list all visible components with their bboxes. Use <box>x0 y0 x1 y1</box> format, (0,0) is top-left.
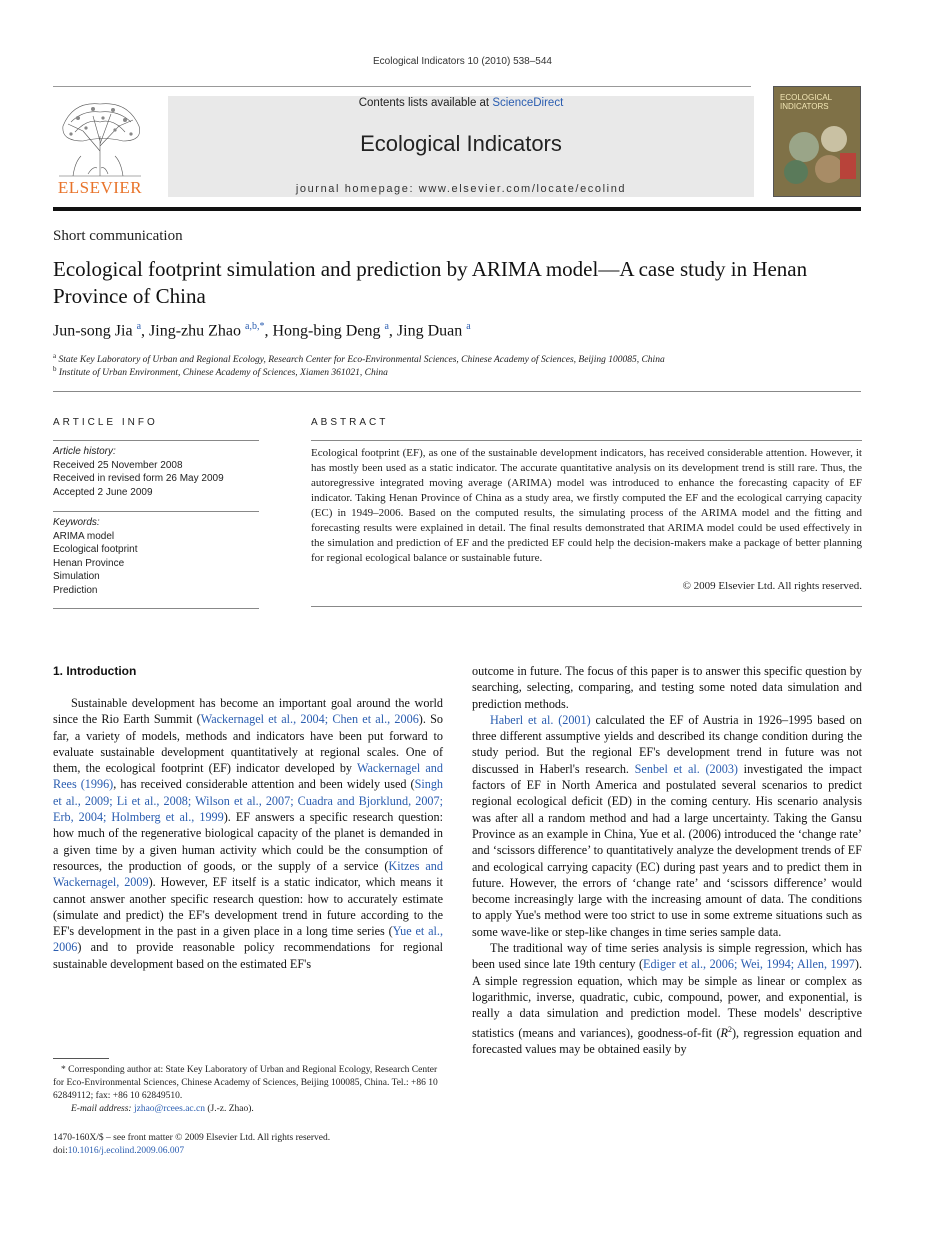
citation-link[interactable]: Yue et al., 2006 <box>53 924 444 955</box>
title-rule <box>53 391 861 392</box>
cover-image-icon <box>774 117 861 197</box>
email-label: E-mail address: <box>71 1104 134 1114</box>
paragraph <box>472 663 862 712</box>
keyword-item: Prediction <box>53 584 98 596</box>
doi-prefix: doi: <box>53 1146 68 1156</box>
superscript: 2 <box>727 1024 732 1034</box>
email-line <box>71 1103 254 1116</box>
paragraph <box>472 940 862 1057</box>
doi-link[interactable]: 10.1016/j.ecolind.2009.06.007 <box>67 1146 185 1156</box>
left-column <box>53 695 443 972</box>
elsevier-wordmark: ELSEVIER <box>57 178 143 197</box>
keywords <box>53 516 259 597</box>
citation-link[interactable]: Singh et al., 2009; Li et al., 2008; Wilson et al., 2007; Cuadra and Bjorklund, 2007; Erb, 2004; Holmberg et al., 1999 <box>53 777 444 825</box>
author-affiliation-marker[interactable]: a,b,* <box>245 321 265 332</box>
article-info-heading: ARTICLE INFO <box>53 417 158 428</box>
author-name: Jun-song Jia <box>53 322 137 340</box>
article-info-rule <box>53 440 259 441</box>
author-name: Hong-bing Deng <box>272 322 385 340</box>
email-link[interactable]: jzhao@rcees.ac.cn <box>133 1104 205 1114</box>
abstract-text: Ecological footprint (EF), as one of the sustainable development indicators, has received considerable attention. However, it has mostly been used as a static indicator. The accurate quantitative analysis on its development trend is still rare. Thus, the autoregressive integrated moving average (ARIMA) model was introduced to enhance the forecasting capacity of EF indicator. Taking Henan Province of China as a study area, we firstly computed the EF and the ecological carrying capacity (EC) in 1949–2006. Based on the computed results, the simulating process of the ARIMA model and the fitting and forecasting results were explained in detail. The final results demonstrated that ARIMA model could be used effectively in the simulation and prediction of EF and the predicted EF could help the decision-makers make a package of better planning for regional ecological balance or sustainable future. <box>311 447 862 564</box>
header-rule <box>53 86 751 87</box>
author-name: Jing-zhu Zhao <box>149 322 245 340</box>
author-list <box>53 321 471 340</box>
right-column <box>472 663 862 1057</box>
history-received: Received 25 November 2008 <box>53 459 183 471</box>
article-type: Short communication <box>53 228 183 244</box>
journal-title: Ecological Indicators <box>360 131 562 156</box>
history-accepted: Accepted 2 June 2009 <box>53 486 153 498</box>
citation-link[interactable]: Wackernagel and Rees (1996) <box>53 761 443 792</box>
keyword-item: Ecological footprint <box>53 544 138 555</box>
author-affiliation-marker[interactable]: a <box>466 321 471 332</box>
journal-homepage[interactable]: journal homepage: www.elsevier.com/locate/ecolind <box>295 183 627 195</box>
author-separator: , <box>388 322 397 340</box>
text-run: , has received considerable attention and been widely used ( <box>113 777 415 792</box>
journal-reference: Ecological Indicators 10 (2010) 538–544 <box>372 56 552 67</box>
text-run: ). A simple regression equation, which may be simple as linear or complex as logarithmic, inverse, quadratic, cubic, compound, power, and exponential, is really a data simulation and prediction model. These models' descriptive statistics (means and variances), goodness-of-fit ( <box>472 957 863 1040</box>
author-separator: , <box>264 322 273 340</box>
text-run: ). EF answers a specific research question: how much of the regenerative biological capacity of the planet is demanded in a given time by a given human activity which could be the consumption of resources, the production of goods, or the supply of a service ( <box>53 810 443 873</box>
author-affiliation-marker[interactable]: a <box>136 321 142 332</box>
text-run: Sustainable development has become an important goal around the world since the Rio Earth Summit ( <box>53 696 443 727</box>
history-rule <box>53 511 259 512</box>
paragraph <box>472 712 862 940</box>
keyword-item: Henan Province <box>53 557 125 569</box>
sciencedirect-link[interactable]: ScienceDirect <box>492 97 564 109</box>
contents-line <box>168 97 754 109</box>
citation-link[interactable]: Kitzes and Wackernagel, 2009 <box>53 858 443 890</box>
journal-cover <box>773 86 861 197</box>
article-history <box>53 445 259 499</box>
citation-link[interactable]: Haberl et al. (2001) <box>490 712 591 727</box>
article-title: Ecological footprint simulation and prediction by ARIMA model—A case study in Henan Province of China <box>53 257 808 308</box>
text-run: The traditional way of time series analysis is simple regression, which has been used since late 19th century ( <box>472 941 862 972</box>
text-run: ). However, EF itself is a static indicator, which means it cannot answer another specific research question: how to accurately estimate (simulate and predict) the EF's development trend in future according to the EF's development in the past in a given place in a long time series ( <box>53 875 443 939</box>
abstract-copyright: © 2009 Elsevier Ltd. All rights reserved. <box>682 580 862 592</box>
affiliation-a: $^a$ State Key Laboratory of Urban and Regional Ecology, Research Center for Eco-Environmental Sciences, Chinese Academy of Sciences, Beijing 100085, China <box>53 352 665 366</box>
author-name: Jing Duan <box>396 322 467 340</box>
keyword-item: ARIMA model <box>53 530 115 542</box>
text-run: investigated the impact factors of EF in North America and postulated several scenarios to predict regional ecological deficit (ED) in the coming century. His scenario analysis was after all a random method and had a large uncertainty. Taking the Gansu Province as an example in China, Yue et al. (2006) introduced the ‘change rate’ and ‘scissors difference’ to quantitatively analyze the development trends of EF and ecological carrying capacity (EC) during past years and to predict them in future. However, the errors of ‘change rate’ and ‘scissors difference’ would become increasingly large with the increasing amount of data. The conditions to apply Yue's method were too strict to use in some extreme situations such as some wave-like or step-like changes in time series sample data. <box>472 761 862 939</box>
footnote-rule <box>53 1058 109 1059</box>
elsevier-logo <box>53 96 147 200</box>
keywords-label: Keywords: <box>53 517 100 528</box>
header-thick-rule <box>53 207 861 211</box>
citation-link[interactable]: Senbel et al. (2003) <box>634 761 738 776</box>
text-run: ). So far, a variety of models, methods and indicators have been put forward to evaluate sustainable development quantitatively at regional scales. One of them, the ecological footprint (EF) indicator developed by <box>53 712 443 776</box>
issn-line: 1470-160X/$ – see front matter © 2009 Elsevier Ltd. All rights reserved. <box>53 1133 331 1143</box>
text-run: ), regression equation and forecasted values may be obtained easily by <box>472 1025 862 1056</box>
corresponding-author-note: * Corresponding author at: State Key Laboratory of Urban and Regional Ecology, Research Center for Eco-Environmental Sciences, Chinese Academy of Sciences, Beijing 100085, China. Tel.: +86 10 62849112; fax: +86 10 62849510. <box>53 1065 438 1101</box>
paragraph <box>53 695 443 972</box>
section-heading-introduction: 1. Introduction <box>53 664 137 678</box>
citation-link[interactable]: Ediger et al., 2006; Wei, 1994; Allen, 1997 <box>643 957 855 972</box>
doi-line <box>53 1145 184 1158</box>
text-run: outcome in future. The focus of this paper is to answer this specific question by searching, selecting, comparing, and testing some noted data simulation and prediction methods. <box>472 664 862 711</box>
history-label: Article history: <box>53 446 116 457</box>
history-revised: Received in revised form 26 May 2009 <box>53 473 224 484</box>
abstract-rule <box>311 440 862 441</box>
author-affiliation-marker[interactable]: a <box>384 321 389 332</box>
affiliation-b: $^b$ Institute of Urban Environment, Chinese Academy of Sciences, Xiamen 361021, China <box>53 365 388 379</box>
keywords-rule <box>53 608 259 609</box>
contents-prefix: Contents lists available at <box>358 97 493 109</box>
math-symbol: R <box>720 1025 728 1040</box>
cover-title: ECOLOGICAL INDICATORS <box>780 93 832 111</box>
email-suffix: (J.-z. Zhao). <box>204 1104 254 1114</box>
abstract-heading: ABSTRACT <box>311 417 389 428</box>
text-run: calculated the EF of Austria in 1926–1995 based on three different assumptive yields and described its change condition during the study period. But the regional EF's development trend in future was not discussed in Haberl's research. <box>472 712 862 776</box>
keyword-item: Simulation <box>53 571 100 582</box>
author-separator: , <box>141 322 150 340</box>
citation-link[interactable]: Wackernagel et al., 2004; Chen et al., 2006 <box>200 712 419 727</box>
text-run: ) and to provide reasonable policy recommendations for regional sustainable development based on the estimated EF's <box>53 940 443 971</box>
abstract-bottom-rule <box>311 606 862 607</box>
